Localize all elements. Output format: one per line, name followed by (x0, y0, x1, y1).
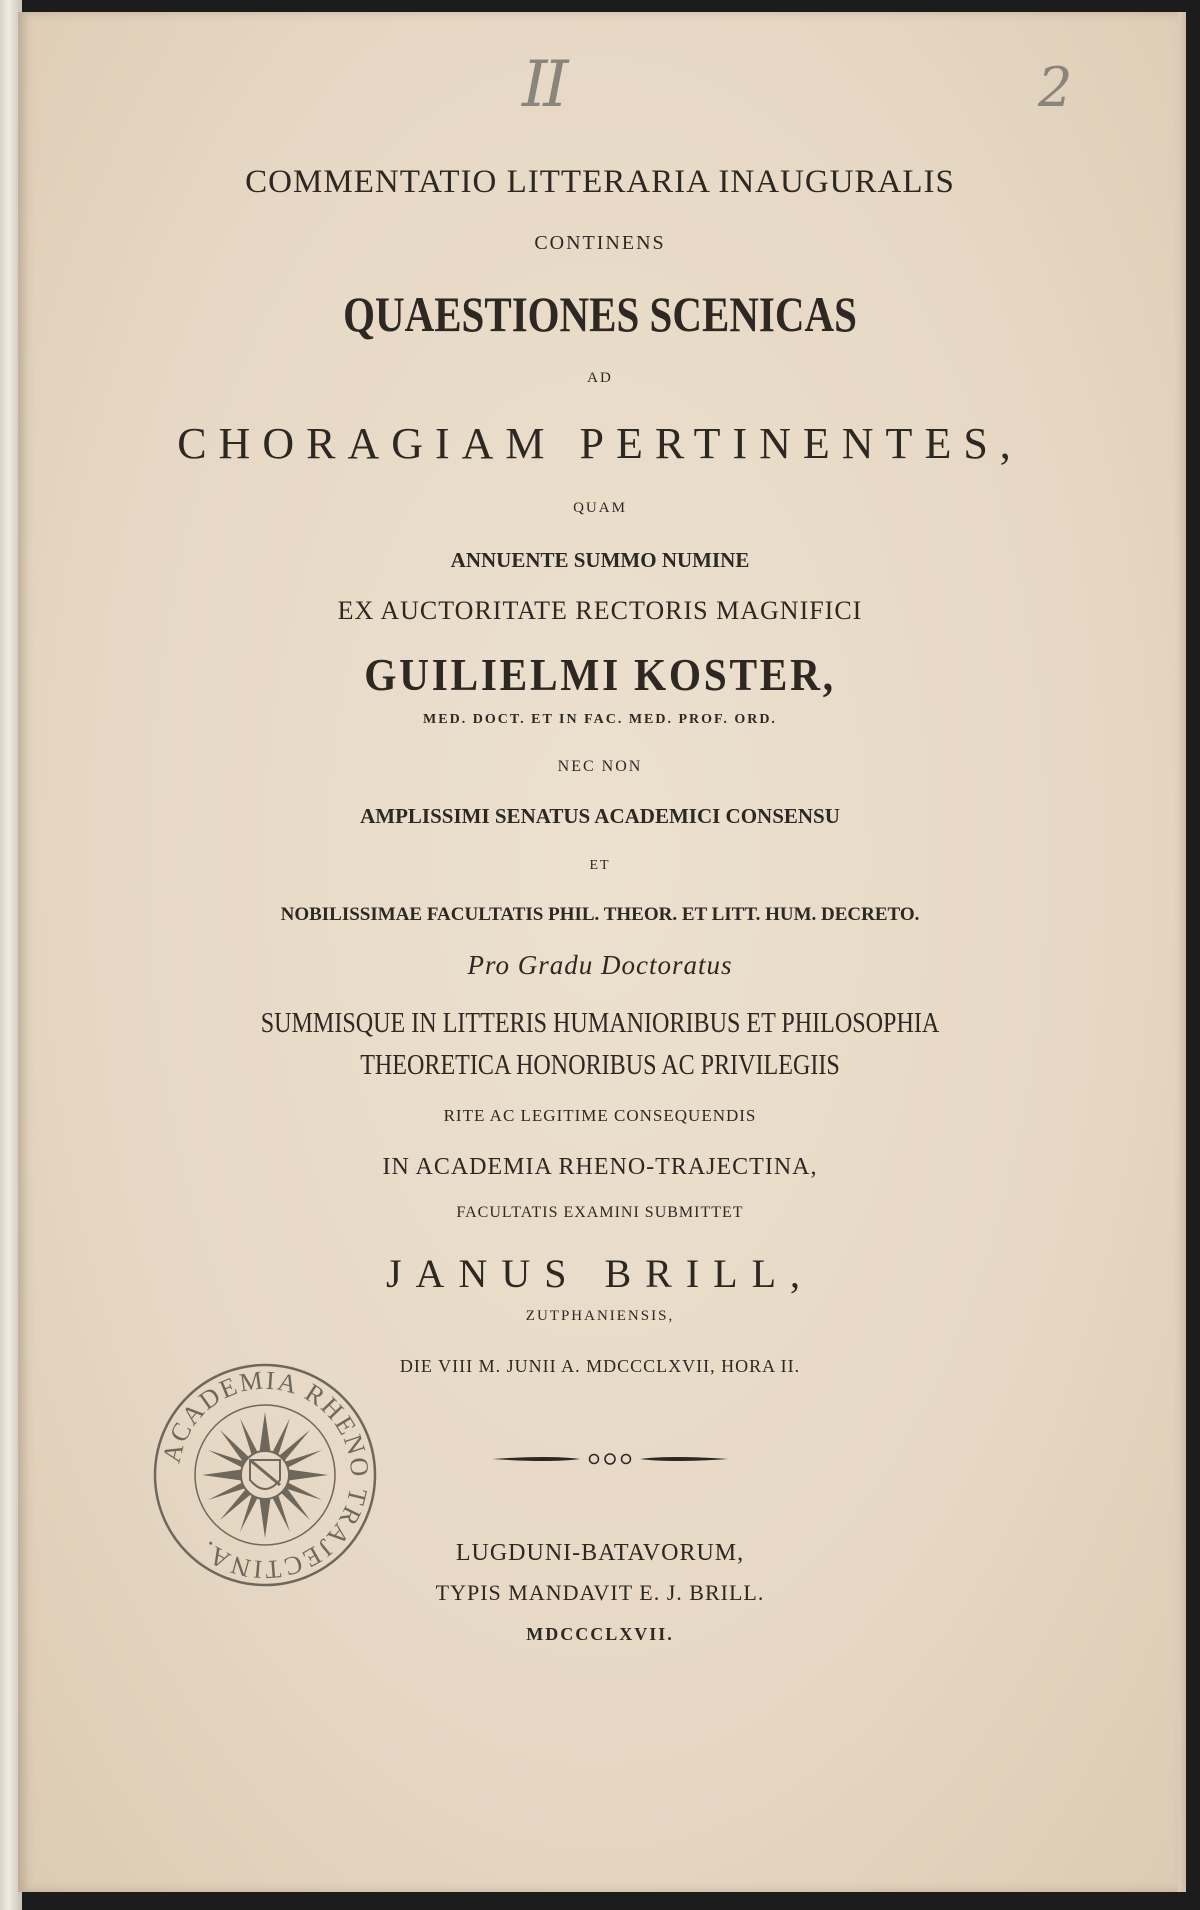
title-line-ad: AD (587, 370, 613, 386)
title-line-summisque: SUMMISQUE IN LITTERIS HUMANIORIBUS ET PHILOSOPHIA (260, 1008, 940, 1039)
title-line-senatus: AMPLISSIMI SENATUS ACADEMICI CONSENSU (360, 804, 840, 828)
title-line-rector-title: MED. DOCT. ET IN FAC. MED. PROF. ORD. (423, 712, 777, 727)
title-line-author: JANUS BRILL, (385, 1251, 815, 1296)
title-line-theoretica: THEORETICA HONORIBUS AC PRIVILEGIIS (360, 1050, 840, 1081)
title-line-zutphaniensis: ZUTPHANIENSIS, (525, 1308, 675, 1324)
title-line-annuente: ANNUENTE SUMMO NUMINE (450, 548, 750, 572)
ornamental-rule (490, 1447, 730, 1471)
pencil-mark-right: 2 (1038, 56, 1073, 119)
title-line-pro-gradu: Pro Gradu Doctoratus (467, 950, 733, 980)
pencil-mark-left: II (522, 48, 565, 122)
title-line-rite: RITE AC LEGITIME CONSEQUENDIS (443, 1106, 757, 1125)
stamp-text-path: ACADEMIA RHENO TRAJECTINA. (156, 1365, 375, 1585)
title-line-choragiam: CHORAGIAM PERTINENTES, (177, 419, 1023, 468)
title-line-rector-name: GUILIELMI KOSTER, (364, 649, 836, 700)
title-line-quaestiones: QUAESTIONES SCENICAS (343, 286, 857, 342)
imprint-printer: TYPIS MANDAVIT E. J. BRILL. (435, 1580, 765, 1605)
title-line-quam: QUAM (573, 500, 627, 516)
title-line-auctoritate: EX AUCTORITATE RECTORIS MAGNIFICI (337, 596, 863, 625)
imprint-city: LUGDUNI-BATAVORUM, (455, 1540, 745, 1566)
title-line-commentatio: COMMENTATIO LITTERARIA INAUGURALIS (245, 164, 955, 200)
title-line-facultatis: NOBILISSIMAE FACULTATIS PHIL. THEOR. ET LITT. HUM. DECRETO. (280, 904, 920, 925)
title-line-nec-non: NEC NON (557, 758, 643, 775)
imprint-year: MDCCCLXVII. (526, 1624, 674, 1644)
title-line-academia: IN ACADEMIA RHENO-TRAJECTINA, (382, 1154, 818, 1180)
title-line-continens: CONTINENS (534, 232, 666, 254)
title-line-date: DIE VIII M. JUNII A. MDCCCLXVII, HORA II. (399, 1356, 801, 1376)
title-line-examini: FACULTATIS EXAMINI SUBMITTET (456, 1204, 744, 1221)
title-line-et: ET (589, 858, 611, 873)
